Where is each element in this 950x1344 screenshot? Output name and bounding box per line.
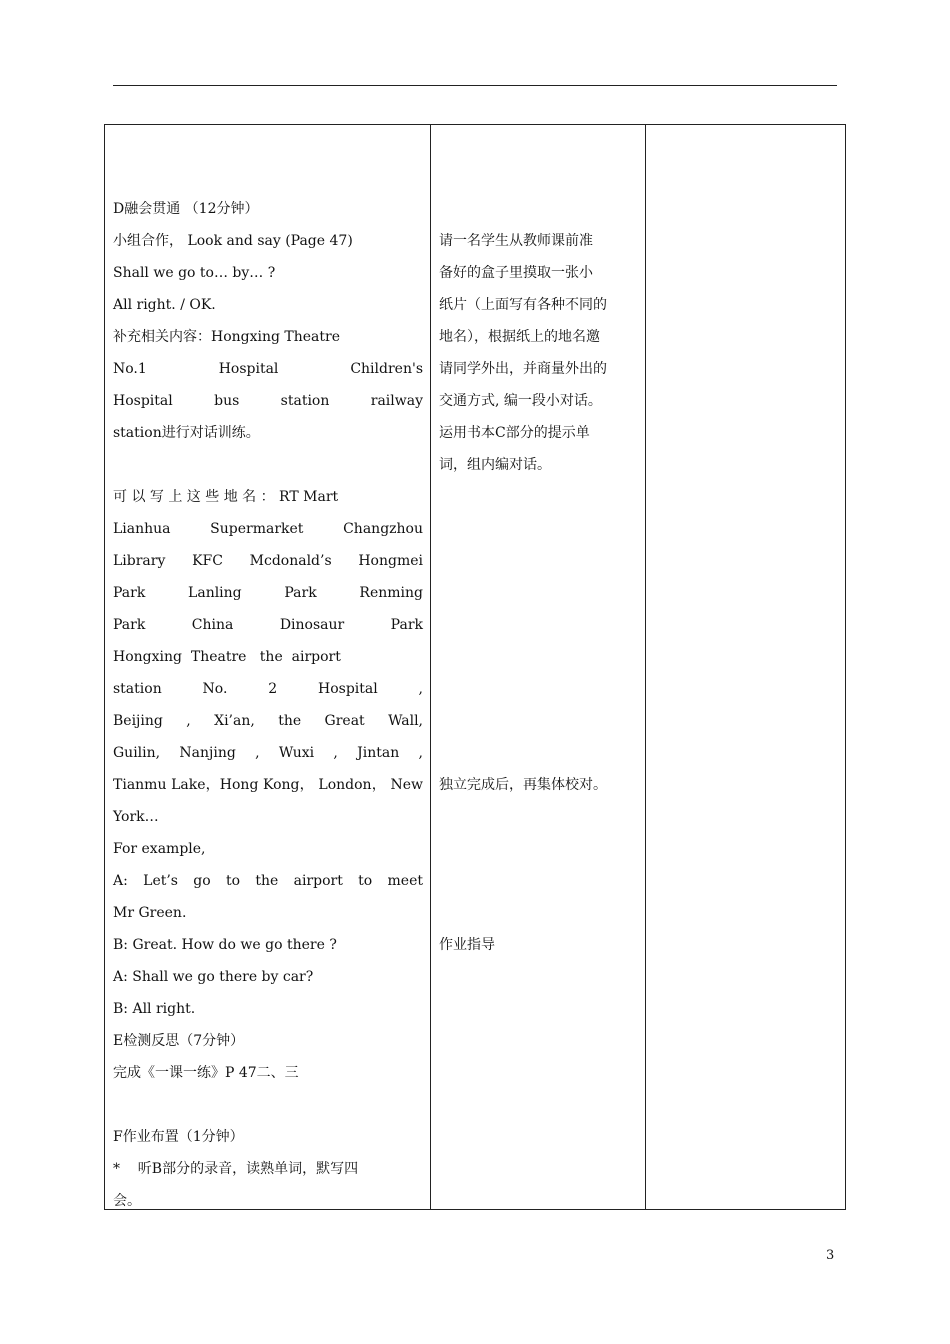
text-line (439, 609, 639, 641)
text-line: 小组合作， Look and say (Page 47) (113, 233, 353, 249)
text-line: B: Great. How do we go there ? (113, 937, 337, 953)
text-line: Shall we go to… by… ? (113, 265, 276, 281)
lesson-plan-table (104, 124, 846, 1210)
text-line: A: Let’s go to the airport to meet (113, 873, 423, 889)
text-line: 运用书本C部分的提示单 (439, 425, 590, 441)
text-line: D融会贯通 （12分钟） (113, 201, 259, 217)
text-line: 会。 (113, 1193, 141, 1209)
text-line (439, 897, 639, 929)
text-line: Hongxing Theatre the airport (113, 649, 341, 665)
text-line: 备好的盒子里摸取一张小 (439, 265, 593, 281)
text-line: Park China Dinosaur Park (113, 617, 423, 633)
text-line (113, 1089, 423, 1121)
text-line (439, 673, 639, 705)
column-divider (645, 125, 646, 1209)
text-line: station No. 2 Hospital , (113, 681, 423, 697)
text-line (439, 513, 639, 545)
column-divider (430, 125, 431, 1209)
text-line (439, 705, 639, 737)
page-number: 3 (826, 1248, 835, 1263)
text-line (439, 801, 639, 833)
text-line: Library KFC Mcdonald’s Hongmei (113, 553, 423, 569)
text-line: Tianmu Lake，Hong Kong， London， New (113, 777, 423, 793)
text-line: Guilin, Nanjing , Wuxi , Jintan , (113, 745, 423, 761)
text-line: E检测反思（7分钟） (113, 1033, 245, 1049)
text-line: 完成《一课一练》P 47二、三 (113, 1065, 299, 1081)
text-line (439, 545, 639, 577)
text-line (439, 641, 639, 673)
text-line: 作业指导 (439, 937, 495, 953)
text-line: F作业布置（1分钟） (113, 1129, 244, 1145)
text-line: 独立完成后，再集体校对。 (439, 777, 607, 793)
text-line: 请一名学生从教师课前准 (439, 233, 593, 249)
header-rule (113, 85, 837, 86)
text-line: Lianhua Supermarket Changzhou (113, 521, 423, 537)
text-line: 请同学外出，并商量外出的 (439, 361, 607, 377)
text-line: B: All right. (113, 1001, 196, 1017)
text-line: For example, (113, 841, 206, 857)
text-line: 词，组内编对话。 (439, 457, 551, 473)
text-line (439, 577, 639, 609)
text-line: Beijing , Xi’an, the Great Wall, (113, 713, 423, 729)
text-line: All right. / OK. (113, 297, 216, 313)
text-line: York… (113, 809, 159, 825)
text-line: Park Lanling Park Renming (113, 585, 423, 601)
text-line (439, 833, 639, 865)
text-line: 交通方式, 编一段小对话。 (439, 393, 602, 409)
text-line: 地名），根据纸上的地名邀 (439, 329, 600, 345)
text-line: 补充相关内容：Hongxing Theatre (113, 329, 341, 345)
text-line (439, 865, 639, 897)
text-line (439, 737, 639, 769)
text-line: A: Shall we go there by car? (113, 969, 314, 985)
student-activity-column (439, 125, 639, 1209)
text-line: 可 以 写 上 这 些 地 名 ： RT Mart (113, 489, 339, 505)
text-line: Mr Green. (113, 905, 187, 921)
text-line (113, 449, 423, 481)
text-line: * 听B部分的录音，读熟单词，默写四 (113, 1161, 359, 1177)
text-line (439, 481, 639, 513)
text-line: 纸片（上面写有各种不同的 (439, 297, 607, 313)
text-line: Hospital bus station railway (113, 393, 423, 409)
text-line: station进行对话训练。 (113, 425, 260, 441)
text-line: No.1 Hospital Children's (113, 361, 423, 377)
teaching-process-column (113, 125, 423, 1209)
